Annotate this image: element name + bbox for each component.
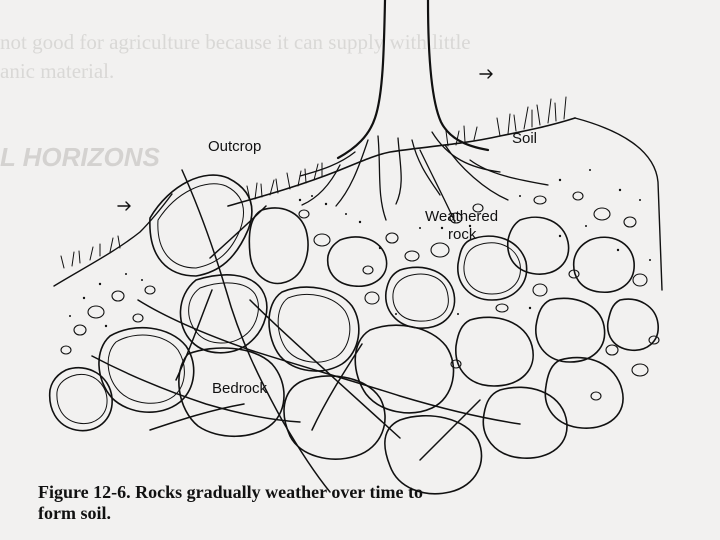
figure-caption xyxy=(38,482,423,524)
label-outcrop: Outcrop xyxy=(208,138,262,155)
bedrock-blocks xyxy=(50,175,658,494)
background-heading: L HORIZONS xyxy=(0,142,160,172)
grass xyxy=(61,97,566,268)
soil-stipple xyxy=(69,169,651,327)
arrow-right xyxy=(480,70,492,78)
ground-surface-slope xyxy=(575,118,662,290)
background-text-line-2: anic material. xyxy=(0,59,115,83)
arrow-left xyxy=(118,202,130,210)
tree-trunk xyxy=(428,0,488,150)
tree-roots xyxy=(300,132,548,222)
caption-line-2: form soil. xyxy=(38,503,111,523)
label-bedrock: Bedrock xyxy=(212,380,268,397)
label-weathered-line-1: Weathered xyxy=(425,208,499,225)
label-weathered-line-2: rock xyxy=(448,226,477,243)
caption-line-1: Figure 12-6. Rocks gradually weather over time to xyxy=(38,482,423,502)
label-soil: Soil xyxy=(512,130,538,147)
tree-trunk xyxy=(338,0,385,158)
background-text-line-1: not good for agriculture because it can supply with little xyxy=(0,30,471,54)
